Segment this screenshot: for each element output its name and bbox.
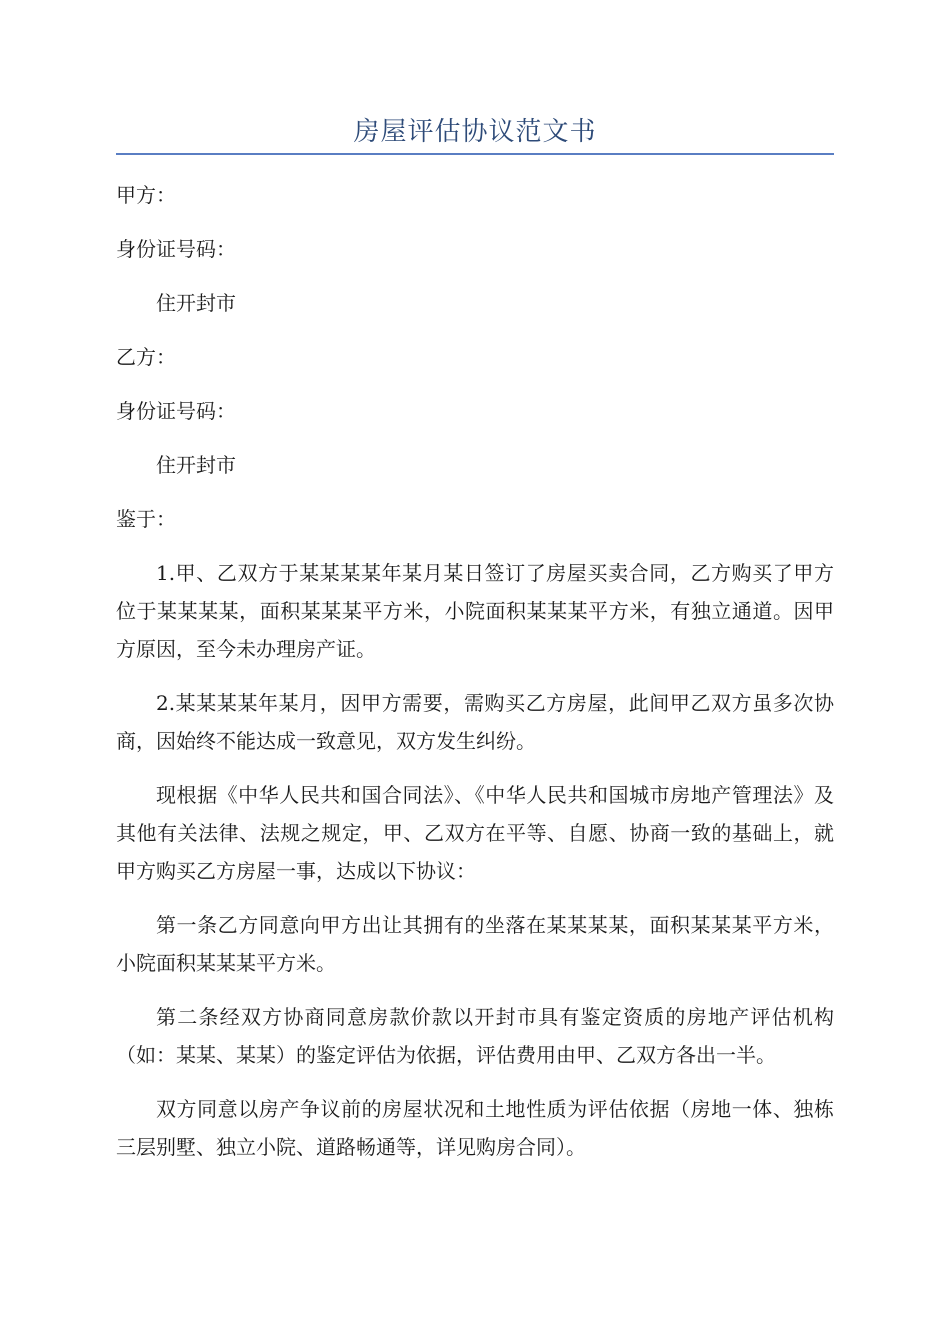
paragraph: 第一条乙方同意向甲方出让其拥有的坐落在某某某某，面积某某某平方米，小院面积某某某平方米。 [116, 913, 834, 975]
party-a-id-label: 身份证号码： [116, 237, 236, 261]
title-underline [116, 153, 834, 155]
document-title: 房屋评估协议范文书 [353, 117, 597, 147]
party-b-address: 住开封市 [156, 453, 236, 477]
paragraph: 2.某某某某年某月，因甲方需要，需购买乙方房屋，此间甲乙双方虽多次协商，因始终不能达成一致意见，双方发生纠纷。 [116, 691, 834, 753]
party-b-id-label: 身份证号码： [116, 399, 236, 423]
whereas-label: 鉴于： [116, 507, 176, 531]
paragraph: 1.甲、乙双方于某某某某年某月某日签订了房屋买卖合同，乙方购买了甲方位于某某某某，面积某某某平方米，小院面积某某某平方米，有独立通道。因甲方原因，至今未办理房产证。 [116, 561, 834, 661]
party-a-label: 甲方： [116, 183, 176, 207]
document-body [116, 176, 834, 1182]
party-a-address: 住开封市 [156, 291, 236, 315]
paragraph: 双方同意以房产争议前的房屋状况和土地性质为评估依据（房地一体、独栋三层别墅、独立小院、道路畅通等，详见购房合同）。 [116, 1097, 834, 1159]
paragraph: 现根据《中华人民共和国合同法》、《中华人民共和国城市房地产管理法》及其他有关法律、法规之规定，甲、乙双方在平等、自愿、协商一致的基础上，就甲方购买乙方房屋一事，达成以下协议： [116, 783, 834, 883]
paragraph: 第二条经双方协商同意房款价款以开封市具有鉴定资质的房地产评估机构（如：某某、某某）的鉴定评估为依据，评估费用由甲、乙双方各出一半。 [116, 1005, 834, 1067]
party-b-label: 乙方： [116, 345, 176, 369]
